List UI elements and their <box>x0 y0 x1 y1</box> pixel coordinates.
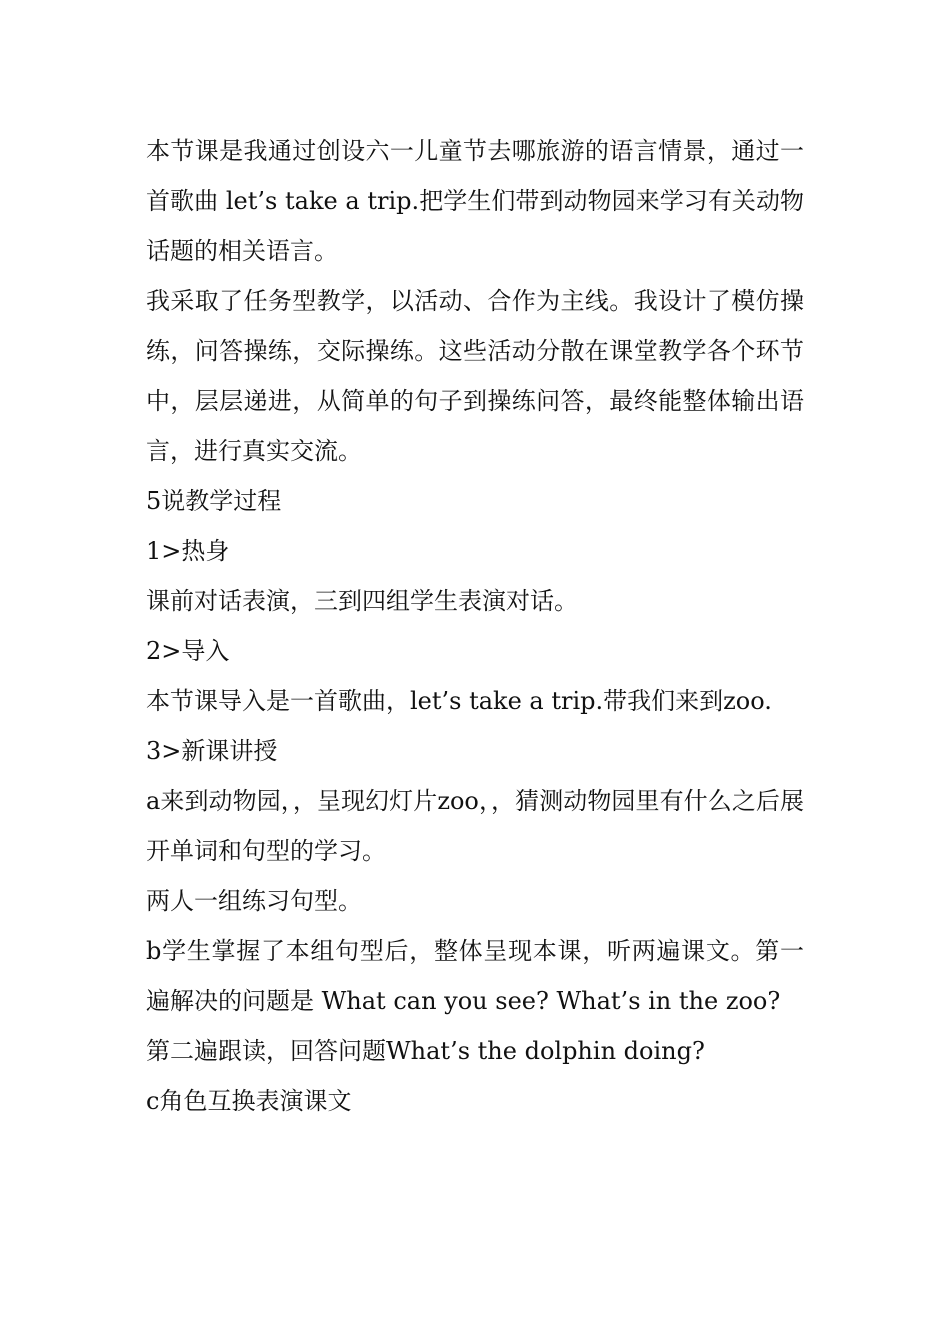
section-heading-process: 5说教学过程 <box>146 487 282 515</box>
paragraph-method: 我采取了任务型教学，以活动、合作为主线。我设计了模仿操练，问答操练，交际操练。这些活动分散在课堂教学各个环节中，层层递进，从简单的句子到操练问答，最终能整体输出语言，进行真实交流。 <box>146 287 804 465</box>
document-body <box>146 126 804 1126</box>
paragraph-intro: 本节课是我通过创设六一儿童节去哪旅游的语言情景，通过一首歌曲 let’s take a trip.把学生们带到动物园来学习有关动物话题的相关语言。 <box>146 137 804 265</box>
paragraph-step-b: b学生掌握了本组句型后，整体呈现本课，听两遍课文。第一遍解决的问题是 What can you see? What’s in the zoo? <box>146 937 804 1015</box>
paragraph-step-c: c角色互换表演课文 <box>146 1087 352 1115</box>
step-heading-warmup: 1>热身 <box>146 537 230 565</box>
paragraph-step-a: a来到动物园，，呈现幻灯片zoo，，猜测动物园里有什么之后展开单词和句型的学习。 <box>146 787 804 865</box>
step-heading-new-lesson: 3>新课讲授 <box>146 737 278 765</box>
paragraph-pair-practice: 两人一组练习句型。 <box>146 887 362 915</box>
paragraph-leadin: 本节课导入是一首歌曲，let’s take a trip.带我们来到zoo. <box>146 687 772 715</box>
paragraph-second-listen: 第二遍跟读，回答问题What’s the dolphin doing? <box>146 1037 705 1065</box>
paragraph-warmup: 课前对话表演，三到四组学生表演对话。 <box>146 587 578 615</box>
step-heading-leadin: 2>导入 <box>146 637 230 665</box>
